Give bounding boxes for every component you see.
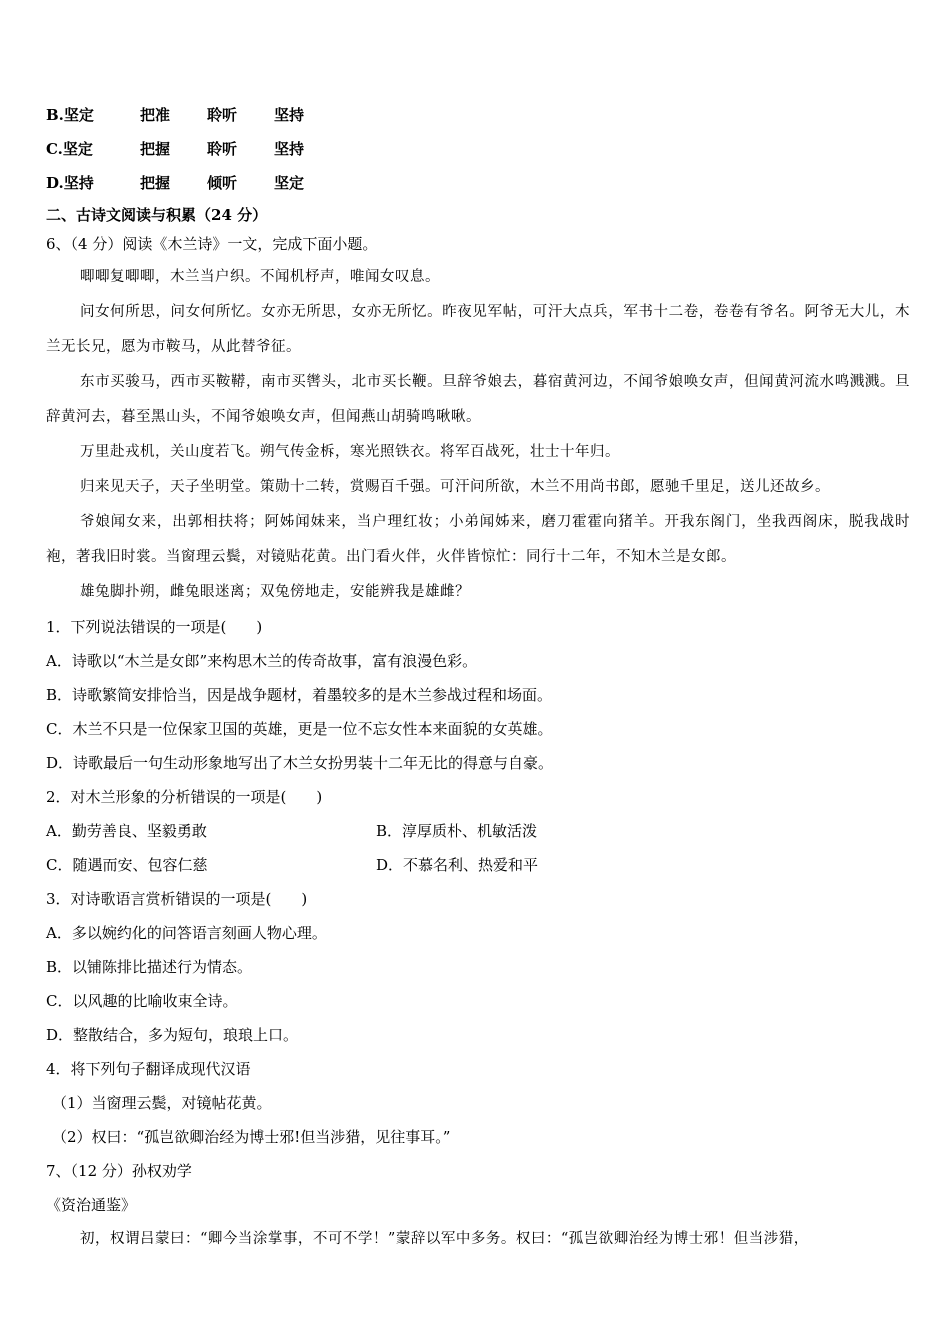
option-word: 坚持 [63,174,94,192]
option-word: 坚持 [274,106,305,124]
answer-option: B．淳厚质朴、机敏活泼 [376,822,538,840]
option-letter-a-word [46,166,140,200]
option-row-c [46,132,910,166]
question-7-intro: 7、（12 分）孙权劝学 [46,1162,192,1180]
option-word: 把握 [140,140,171,158]
subquestion-1-stem: 1．下列说法错误的一项是( ) [46,618,263,636]
source-title: 《资治通鉴》 [46,1196,137,1214]
poem-paragraph: 雄兔脚扑朔，雌兔眼迷离；双兔傍地走，安能辨我是雄雌？ [80,584,470,600]
option-row-d [46,166,910,200]
option-letter: D. [46,174,64,192]
option-word: 坚定 [274,174,305,192]
answer-option: B．诗歌繁简安排恰当，因是战争题材，着墨较多的是木兰参战过程和场面。 [46,686,553,704]
option-word: 把握 [140,174,171,192]
option-letter-a-word [46,132,140,166]
subquestion-2-stem: 2．对木兰形象的分析错误的一项是( ) [46,788,323,806]
option-word: 坚定 [62,140,93,158]
poem-paragraph: 东市买骏马，西市买鞍鞯，南市买辔头，北市买长鞭。旦辞爷娘去，暮宿黄河边，不闻爷娘唤女声，但闻黄河流水鸣溅溅。旦辞黄河去，暮至黑山头，不闻爷娘唤女声，但闻燕山胡骑鸣啾啾。 [46,374,910,425]
subquestion-3-stem: 3．对诗歌语言赏析错误的一项是( ) [46,890,308,908]
option-word: 聆听 [207,140,238,158]
subquestion-4-stem: 4．将下列句子翻译成现代汉语 [46,1060,251,1078]
section-heading: 二、古诗文阅读与积累（24 分） [46,206,268,224]
document-page [46,98,910,1257]
question-6-intro: 6、（4 分）阅读《木兰诗》一文，完成下面小题。 [46,235,378,253]
answer-option: D．不慕名利、热爱和平 [376,856,539,874]
poem-paragraph: 唧唧复唧唧，木兰当户织。不闻机杼声，唯闻女叹息。 [80,269,440,285]
answer-option: C．以风趣的比喻收束全诗。 [46,992,238,1010]
option-word: 把准 [140,106,171,124]
option-word: 坚定 [63,106,94,124]
option-word: 聆听 [207,106,238,124]
answer-option: C．木兰不只是一位保家卫国的英雄，更是一位不忘女性本来面貌的女英雄。 [46,720,553,738]
translation-item: （1）当窗理云鬓，对镜帖花黄。 [52,1094,272,1112]
answer-option-row [46,814,910,848]
passage-text: 初，权谓吕蒙曰：“卿今当涂掌事，不可不学！”蒙辞以军中多务。权曰：“孤岂欲卿治经为博士邪！但当涉猎， [80,1231,809,1247]
answer-option: D．整散结合，多为短句，琅琅上口。 [46,1026,299,1044]
option-letter: B. [46,106,64,124]
answer-option: B．以铺陈排比描述行为情态。 [46,958,253,976]
answer-option: D．诗歌最后一句生动形象地写出了木兰女扮男装十二年无比的得意与自豪。 [46,754,554,772]
answer-option-row [46,848,910,882]
option-word: 倾听 [207,174,238,192]
poem-paragraph: 爷娘闻女来，出郭相扶将；阿姊闻妹来，当户理红妆；小弟闻姊来，磨刀霍霍向猪羊。开我东阁门，坐我西阁床，脱我战时袍，著我旧时裳。当窗理云鬓，对镜贴花黄。出门看火伴，火伴皆惊忙：同行十二年，不知木兰是女郎。 [46,514,910,565]
option-letter-a-word [46,98,140,132]
translation-item: （2）权曰：“孤岂欲卿治经为博士邪!但当涉猎，见往事耳。” [52,1128,451,1146]
option-word: 坚持 [274,140,305,158]
poem-paragraph: 问女何所思，问女何所忆。女亦无所思，女亦无所忆。昨夜见军帖，可汗大点兵，军书十二卷，卷卷有爷名。阿爷无大儿，木兰无长兄，愿为市鞍马，从此替爷征。 [46,304,910,355]
answer-option: A．诗歌以“木兰是女郎”来构思木兰的传奇故事，富有浪漫色彩。 [46,652,478,670]
option-letter: C. [46,140,63,158]
answer-option: A．多以婉约化的问答语言刻画人物心理。 [46,924,327,942]
poem-paragraph: 归来见天子，天子坐明堂。策勋十二转，赏赐百千强。可汗问所欲，木兰不用尚书郎，愿驰千里足，送儿还故乡。 [80,479,830,495]
poem-paragraph: 万里赴戎机，关山度若飞。朔气传金柝，寒光照铁衣。将军百战死，壮士十年归。 [80,444,620,460]
answer-option: A．勤劳善良、坚毅勇敢 [46,822,207,840]
option-row-b [46,98,910,132]
answer-option: C．随遇而安、包容仁慈 [46,856,208,874]
